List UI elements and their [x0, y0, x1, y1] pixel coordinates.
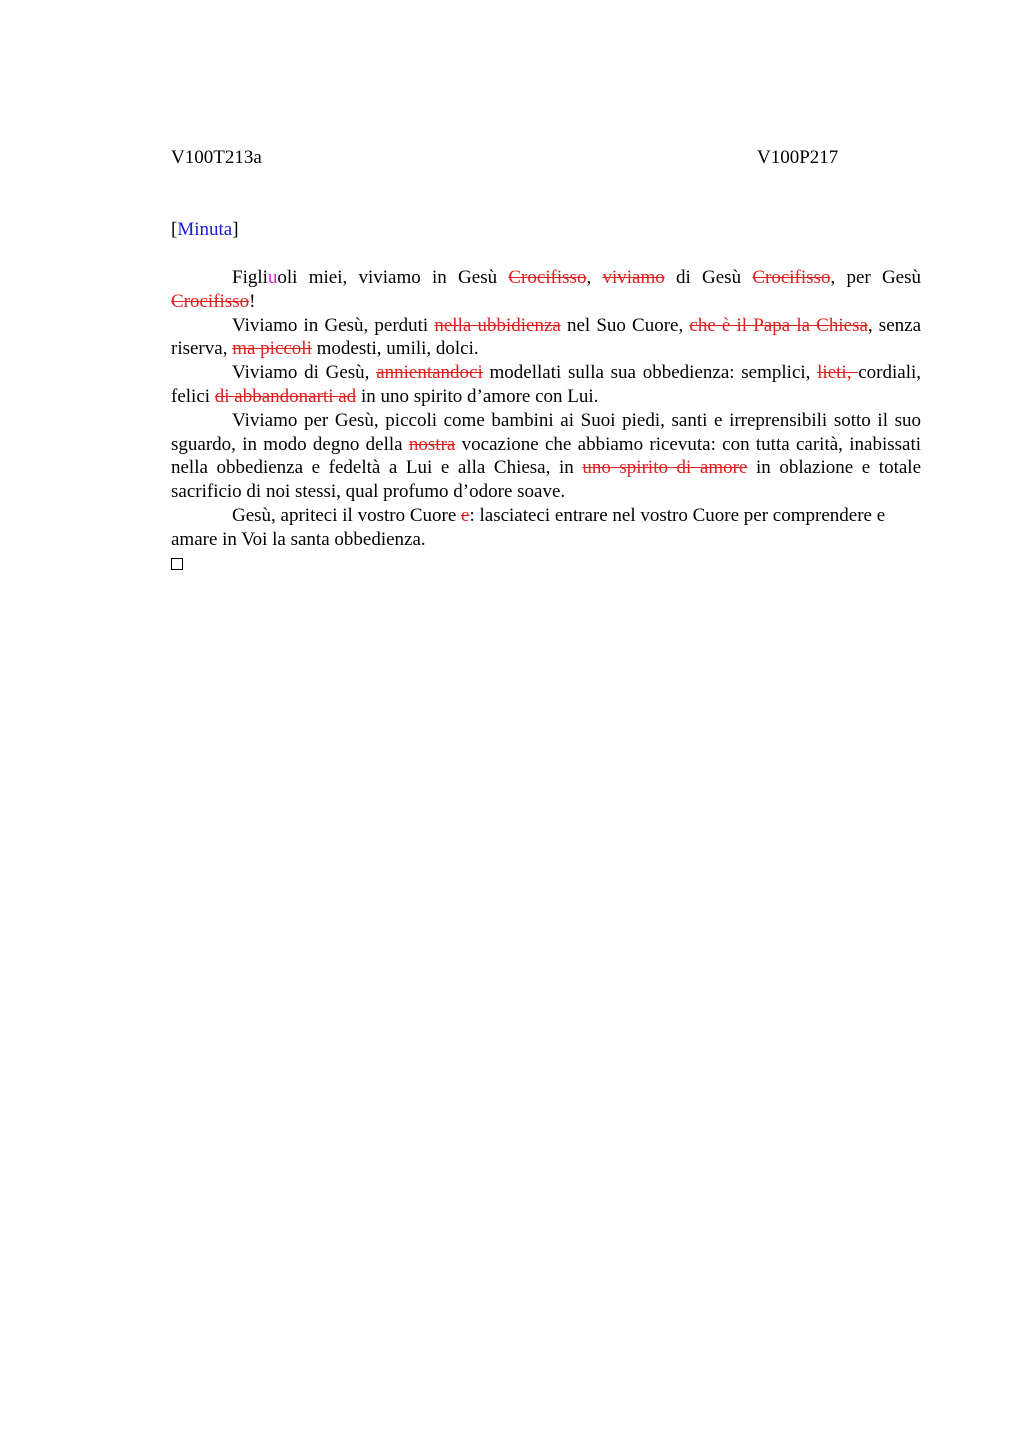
text-run: vocazione che abbiamo ricevuta: con tutta carità, inabissati nella obbedienza e fedeltà a Lui e alla Chiesa, in: [171, 433, 921, 479]
deleted-text: nella ubbidienza: [434, 314, 561, 336]
text-run: Viviamo per Gesù, piccoli come bambini ai Suoi piedi, santi e irreprensibili sotto il suo sguardo, in modo degno della: [171, 409, 921, 455]
paragraph-5: [171, 504, 921, 552]
paragraph-2: [171, 314, 921, 362]
text-run: oli miei, viviamo in Gesù: [277, 267, 509, 288]
page-header: [171, 146, 921, 170]
label-open-bracket: [: [171, 219, 178, 240]
document-code-right: V100P217: [757, 147, 839, 168]
text-run: , senza riserva,: [171, 314, 922, 360]
text-run: in oblazione e totale sacrificio di noi stessi, qual profumo d’odore soave.: [171, 457, 922, 503]
deleted-text: ma piccoli: [232, 338, 312, 360]
deleted-text: lieti,: [817, 362, 859, 384]
deleted-text: uno spirito di amore: [582, 457, 748, 479]
paragraph-1: [171, 266, 921, 314]
paragraph-4: [171, 409, 921, 504]
text-run: cordiali, felici: [171, 362, 921, 407]
paragraph-3: [171, 361, 921, 409]
text-run: modellati sulla sua obbedienza: semplici,: [482, 362, 818, 384]
document-page: [171, 146, 921, 576]
deleted-text: Crocifisso: [508, 267, 587, 288]
deleted-text: viviamo: [602, 267, 665, 288]
text-run: Figli: [232, 267, 268, 288]
text-run: nel Suo Cuore,: [560, 314, 690, 336]
deleted-text: che è il Papa la Chiesa: [689, 314, 868, 336]
deleted-text: Crocifisso: [171, 290, 250, 312]
minuta-label: [171, 218, 921, 242]
label-text: Minuta: [177, 219, 233, 240]
deleted-text: Crocifisso: [752, 267, 831, 288]
inserted-text: u: [267, 267, 278, 288]
deleted-text: e: [461, 504, 470, 526]
text-run: , per Gesù: [830, 267, 922, 288]
text-run: !: [249, 290, 256, 312]
text-run: Gesù, apriteci il vostro Cuore: [232, 504, 462, 526]
text-run: ,: [586, 267, 603, 288]
text-run: modesti, umili, dolci.: [311, 338, 479, 360]
deleted-text: annientandoci: [376, 362, 483, 384]
end-marker: [171, 552, 921, 577]
square-icon: [171, 558, 183, 570]
text-run: in uno spirito d’amore con Lui.: [356, 385, 599, 407]
document-code-left: V100T213a: [171, 147, 262, 168]
letter-body: [171, 266, 921, 576]
deleted-text: di abbandonarti ad: [214, 385, 357, 407]
text-run: Viviamo di Gesù,: [232, 362, 377, 384]
text-run: Viviamo in Gesù, perduti: [232, 314, 435, 336]
text-run: : lasciateci entrare nel vostro Cuore per comprendere e amare in Voi la santa obbedienza.: [171, 504, 886, 550]
label-close-bracket: ]: [232, 219, 239, 240]
deleted-text: nostra: [408, 433, 456, 455]
text-run: di Gesù: [664, 267, 753, 288]
